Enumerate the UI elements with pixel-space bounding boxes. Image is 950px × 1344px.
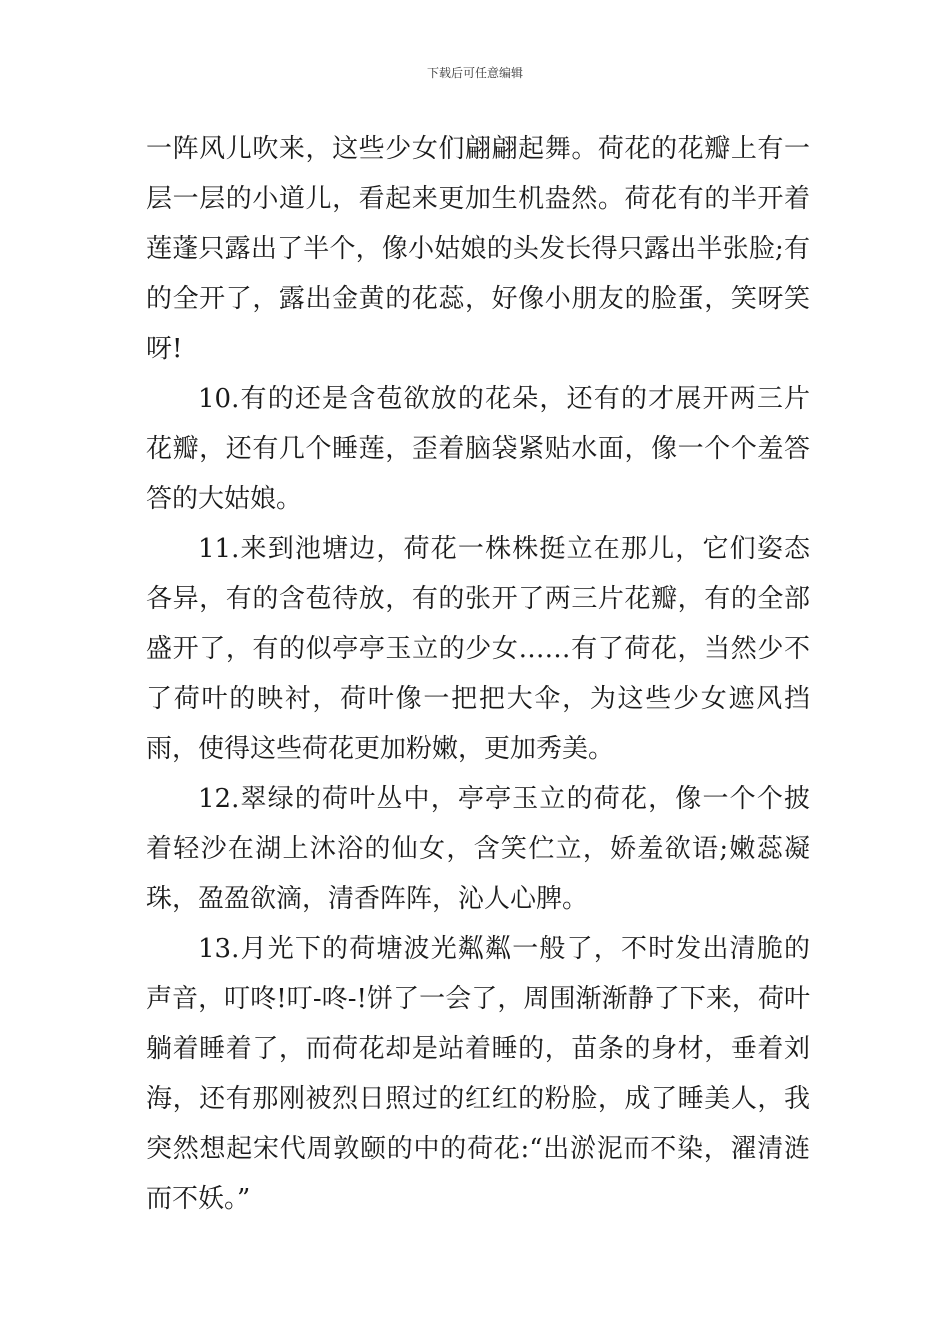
paragraph-continuation: 一阵风儿吹来，这些少女们翩翩起舞。荷花的花瓣上有一层一层的小道儿，看起来更加生机盎然。荷花有的半开着莲蓬只露出了半个，像小姑娘的头发长得只露出半张脸;有的全开了，露出金黄的花蕊，好像小朋友的脸蛋，笑呀笑呀! — [146, 134, 810, 364]
page-header: 下载后可任意编辑 — [426, 66, 523, 80]
paragraph-13: 13.月光下的荷塘波光粼粼一般了，不时发出清脆的声音，叮咚!叮-咚-!饼了一会了，周围渐渐静了下来，荷叶躺着睡着了，而荷花却是站着睡的，苗条的身材，垂着刘海，还有那刚被烈日照过的红红的粉脸，成了睡美人，我突然想起宋代周敦颐的中的荷花:“出淤泥而不染，濯清涟而不妖。” — [146, 934, 810, 1214]
paragraph-11: 11.来到池塘边，荷花一株株挺立在那儿，它们姿态各异，有的含苞待放，有的张开了两三片花瓣，有的全部盛开了，有的似亭亭玉立的少女……有了荷花，当然少不了荷叶的映衬，荷叶像一把把大伞，为这些少女遮风挡雨，使得这些荷花更加粉嫩，更加秀美。 — [146, 534, 810, 764]
document-body — [146, 124, 810, 1224]
paragraph-10: 10.有的还是含苞欲放的花朵，还有的才展开两三片花瓣，还有几个睡莲，歪着脑袋紧贴水面，像一个个羞答答的大姑娘。 — [146, 384, 810, 514]
paragraph-12: 12.翠绿的荷叶丛中，亭亭玉立的荷花，像一个个披着轻沙在湖上沐浴的仙女，含笑伫立，娇羞欲语;嫩蕊凝珠，盈盈欲滴，清香阵阵，沁人心脾。 — [146, 784, 810, 914]
